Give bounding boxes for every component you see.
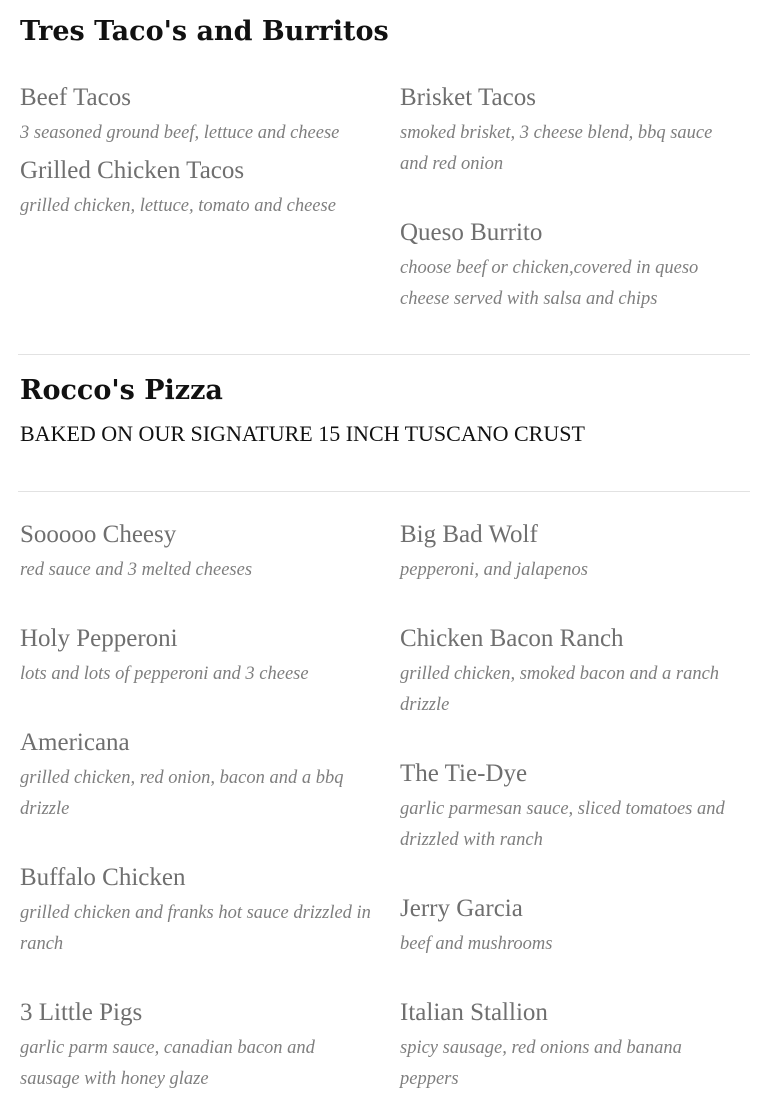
menu-item-description: spicy sausage, red onions and banana peppers bbox=[400, 1038, 682, 1089]
menu-item-chicken-bacon-ranch bbox=[400, 624, 740, 721]
menu-item-description: red sauce and 3 melted cheeses bbox=[20, 560, 253, 580]
menu-item-name: Big Bad Wolf bbox=[400, 521, 538, 548]
pizza-section-subtitle: BAKED ON OUR SIGNATURE 15 INCH TUSCANO CRUST bbox=[20, 421, 585, 446]
menu-item-3-little-pigs bbox=[20, 998, 375, 1095]
menu-item-queso-burrito bbox=[400, 218, 740, 315]
menu-item-holy-pepperoni bbox=[20, 624, 375, 690]
menu-item-buffalo-chicken bbox=[20, 863, 375, 960]
menu-item-description: pepperoni, and jalapenos bbox=[400, 560, 588, 580]
menu-item-name: Brisket Tacos bbox=[400, 84, 536, 111]
menu-item-description: grilled chicken, lettuce, tomato and cheese bbox=[20, 196, 336, 216]
menu-item-jerry-garcia bbox=[400, 894, 740, 960]
menu-item-description: smoked brisket, 3 cheese blend, bbq sauce and red onion bbox=[400, 123, 713, 174]
menu-item-italian-stallion bbox=[400, 998, 740, 1095]
menu-item-description: grilled chicken, red onion, bacon and a bbq drizzle bbox=[20, 768, 344, 819]
menu-item-americana bbox=[20, 728, 375, 825]
menu-item-name: The Tie-Dye bbox=[400, 760, 528, 787]
tacos-section-title: Tres Taco's and Burritos bbox=[20, 16, 389, 47]
menu-item-description: garlic parmesan sauce, sliced tomatoes and drizzled with ranch bbox=[400, 799, 725, 850]
menu-item-name: Americana bbox=[20, 729, 130, 756]
menu-item-name: Italian Stallion bbox=[400, 999, 548, 1026]
menu-item-name: Holy Pepperoni bbox=[20, 625, 178, 652]
menu-item-name: 3 Little Pigs bbox=[20, 999, 143, 1026]
menu-item-name: Grilled Chicken Tacos bbox=[20, 157, 245, 184]
menu-item-description: 3 seasoned ground beef, lettuce and cheese bbox=[20, 123, 340, 143]
section-divider bbox=[18, 491, 750, 492]
menu-item-description: garlic parm sauce, canadian bacon and sausage with honey glaze bbox=[20, 1038, 315, 1089]
menu-item-grilled-chicken-tacos bbox=[20, 156, 370, 222]
menu-item-beef-tacos bbox=[20, 83, 370, 149]
menu-item-name: Sooooo Cheesy bbox=[20, 521, 177, 548]
menu-item-description: beef and mushrooms bbox=[400, 934, 553, 954]
menu-item-name: Chicken Bacon Ranch bbox=[400, 625, 624, 652]
menu-item-name: Jerry Garcia bbox=[400, 895, 523, 922]
section-divider bbox=[18, 354, 750, 355]
menu-item-description: choose beef or chicken,covered in queso cheese served with salsa and chips bbox=[400, 258, 699, 309]
pizza-section-title: Rocco's Pizza bbox=[20, 375, 223, 406]
menu-item-big-bad-wolf bbox=[400, 520, 740, 586]
menu-item-brisket-tacos bbox=[400, 83, 740, 180]
menu-item-description: grilled chicken, smoked bacon and a ranch drizzle bbox=[400, 664, 720, 715]
menu-item-description: grilled chicken and franks hot sauce drizzled in ranch bbox=[20, 903, 371, 954]
menu-item-sooooo-cheesy bbox=[20, 520, 375, 586]
menu-item-the-tie-dye bbox=[400, 759, 740, 856]
menu-item-name: Beef Tacos bbox=[20, 84, 131, 111]
menu-item-name: Buffalo Chicken bbox=[20, 864, 186, 891]
menu-item-name: Queso Burrito bbox=[400, 219, 543, 246]
menu-item-description: lots and lots of pepperoni and 3 cheese bbox=[20, 664, 309, 684]
